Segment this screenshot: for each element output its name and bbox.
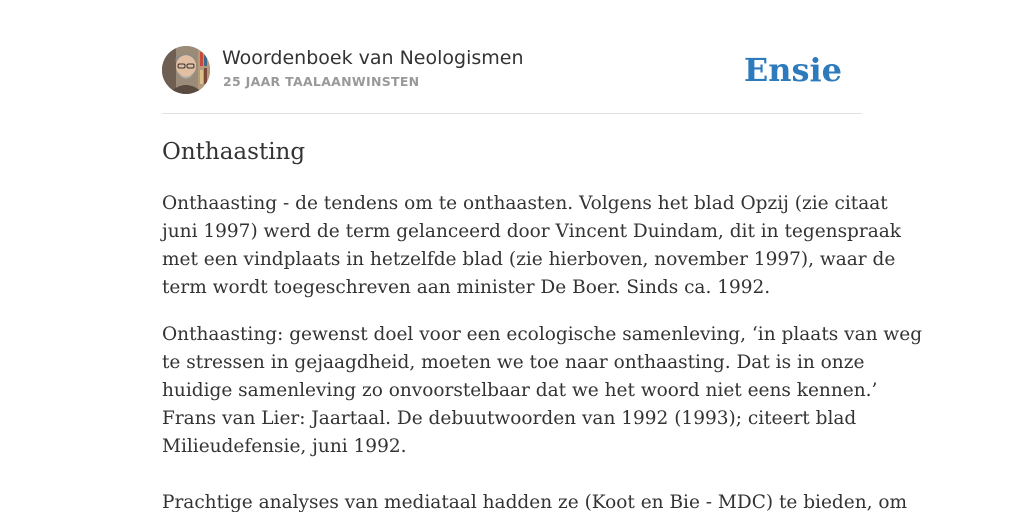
paragraph-spacer bbox=[162, 461, 862, 489]
entry-paragraph bbox=[162, 190, 902, 302]
site-header bbox=[162, 46, 862, 96]
paragraph-line: huidige samenleving zo onvoorstelbaar dat we het woord niet eens kennen.’ bbox=[162, 380, 878, 401]
avatar-portrait-icon bbox=[162, 46, 210, 94]
paragraph-line: te stressen in gejaagdheid, moeten we toe naar onthaasting. Dat is in onze bbox=[162, 352, 865, 373]
entry-paragraph bbox=[162, 321, 923, 489]
entry-paragraph bbox=[162, 489, 908, 512]
author-avatar[interactable] bbox=[162, 46, 210, 94]
paragraph-line: met een vindplaats in hetzelfde blad (zie hierboven, november 1997), waar de bbox=[162, 249, 896, 270]
paragraph-line: juni 1997) werd de term gelanceerd door Vincent Duindam, dit in tegenspraak bbox=[162, 221, 902, 242]
entry-body bbox=[162, 190, 923, 512]
paragraph-line: Onthaasting: gewenst doel voor een ecologische samenleving, ‘in plaats van weg bbox=[162, 324, 923, 345]
dictionary-subtitle: 25 JAAR TAALAANWINSTEN bbox=[223, 74, 420, 89]
paragraph-line: Milieudefensie, juni 1992. bbox=[162, 436, 407, 457]
entry-title: Onthaasting bbox=[162, 139, 306, 165]
ensie-logo[interactable]: Ensie bbox=[743, 51, 842, 89]
paragraph-line: Prachtige analyses van mediataal hadden ze (Koot en Bie - MDC) te bieden, om bbox=[162, 492, 908, 512]
paragraph-line: Onthaasting - de tendens om te onthaasten. Volgens het blad Opzij (zie citaat bbox=[162, 193, 888, 214]
paragraph-line: term wordt toegeschreven aan minister De Boer. Sinds ca. 1992. bbox=[162, 277, 771, 298]
header-divider bbox=[162, 113, 862, 114]
dictionary-title[interactable]: Woordenboek van Neologismen bbox=[222, 47, 524, 69]
paragraph-line: Frans van Lier: Jaartaal. De debuutwoorden van 1992 (1993); citeert blad bbox=[162, 408, 857, 429]
